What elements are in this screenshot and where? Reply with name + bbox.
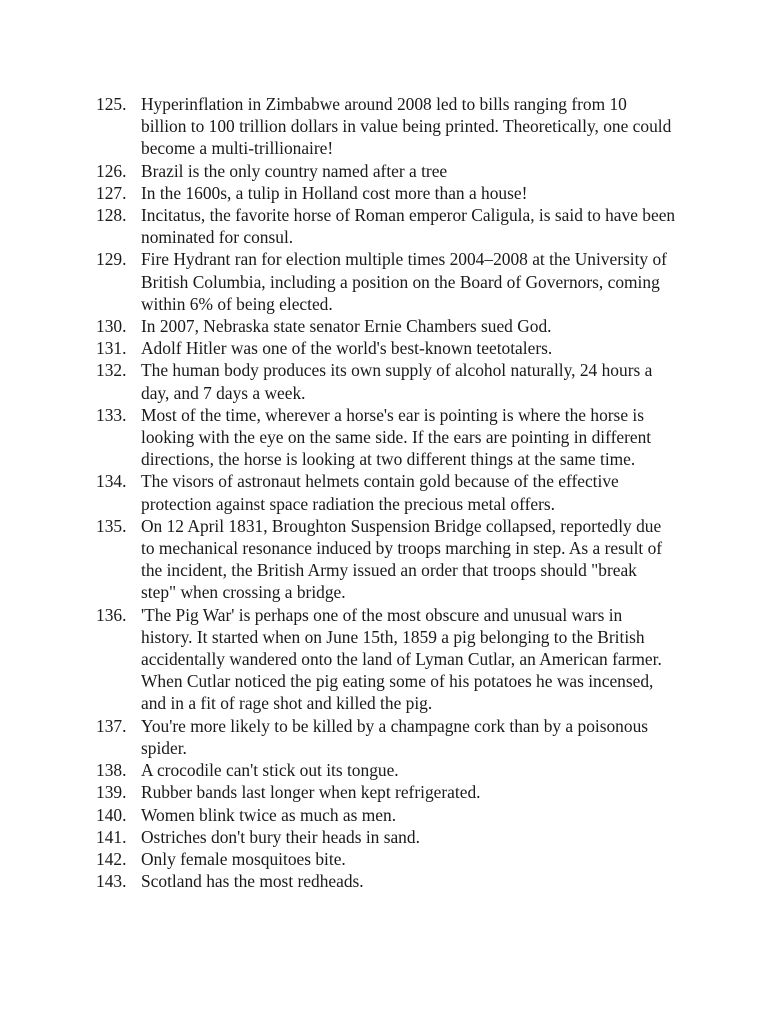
item-number: 133. — [96, 404, 127, 425]
list-item — [96, 182, 676, 204]
item-text: Brazil is the only country named after a tree — [141, 160, 448, 181]
list-item — [96, 404, 676, 471]
list-item — [96, 359, 676, 403]
list-item — [96, 337, 676, 359]
item-text: Incitatus, the favorite horse of Roman emperor Caligula, is said to have been nominated for consul. — [141, 205, 676, 248]
item-number: 136. — [96, 604, 127, 625]
item-number: 135. — [96, 515, 127, 536]
list-item — [96, 759, 676, 781]
list-item — [96, 515, 676, 604]
item-number: 132. — [96, 360, 127, 381]
item-text: The visors of astronaut helmets contain gold because of the effective protection against space radiation the precious metal offers. — [141, 471, 619, 514]
list-item — [96, 160, 676, 182]
item-text: Only female mosquitoes bite. — [141, 848, 346, 869]
item-number: 139. — [96, 782, 127, 803]
item-text: Rubber bands last longer when kept refrigerated. — [141, 782, 481, 803]
item-number: 140. — [96, 804, 127, 825]
item-text: Ostriches don't bury their heads in sand. — [141, 826, 420, 847]
facts-list — [96, 93, 676, 892]
list-item — [96, 826, 676, 848]
list-item — [96, 848, 676, 870]
item-text: Hyperinflation in Zimbabwe around 2008 led to bills ranging from 10 billion to 100 trillion dollars in value being printed. Theoretically, one could become a multi-trillionaire! — [141, 94, 672, 159]
item-number: 141. — [96, 826, 127, 847]
list-item — [96, 204, 676, 248]
item-text: Most of the time, wherever a horse's ear is pointing is where the horse is looking with the eye on the same side. If the ears are pointing in different directions, the horse is looking at two different things at the same time. — [141, 404, 652, 470]
item-number: 134. — [96, 471, 127, 492]
list-item — [96, 781, 676, 803]
list-item — [96, 804, 676, 826]
item-text: The human body produces its own supply of alcohol naturally, 24 hours a day, and 7 days a week. — [141, 360, 653, 403]
list-item — [96, 715, 676, 759]
item-text: You're more likely to be killed by a champagne cork than by a poisonous spider. — [141, 715, 649, 758]
item-text: A crocodile can't stick out its tongue. — [141, 760, 399, 781]
item-text: Fire Hydrant ran for election multiple times 2004–2008 at the University of British Columbia, including a position on the Board of Governors, coming within 6% of being elected. — [141, 249, 667, 314]
item-number: 138. — [96, 760, 127, 781]
item-text: 'The Pig War' is perhaps one of the most obscure and unusual wars in history. It started when on June 15th, 1859 a pig belonging to the British accidentally wandered onto the land of Lyman Cutlar, an American farmer. When Cutlar noticed the pig eating some of his potatoes he was incensed, and in a fit of rage shot and killed the pig. — [141, 604, 662, 714]
list-item — [96, 870, 676, 892]
list-item — [96, 248, 676, 315]
item-number: 130. — [96, 316, 127, 337]
item-number: 142. — [96, 848, 127, 869]
item-text: Scotland has the most redheads. — [141, 871, 364, 892]
list-item — [96, 93, 676, 160]
item-text: In 2007, Nebraska state senator Ernie Chambers sued God. — [141, 316, 552, 337]
list-item — [96, 470, 676, 514]
item-text: Women blink twice as much as men. — [141, 804, 397, 825]
item-text: On 12 April 1831, Broughton Suspension Bridge collapsed, reportedly due to mechanical resonance induced by troops marching in step. As a result of the incident, the British Army issued an order that troops should "break step" when crossing a bridge. — [141, 515, 663, 603]
item-number: 143. — [96, 871, 127, 892]
item-number: 125. — [96, 94, 127, 114]
item-number: 127. — [96, 182, 127, 203]
item-number: 129. — [96, 249, 127, 270]
item-number: 137. — [96, 715, 127, 736]
list-item — [96, 604, 676, 715]
item-number: 126. — [96, 160, 127, 181]
item-number: 131. — [96, 338, 127, 359]
item-text: Adolf Hitler was one of the world's best-known teetotalers. — [141, 338, 553, 359]
item-number: 128. — [96, 205, 127, 226]
list-item — [96, 315, 676, 337]
item-text: In the 1600s, a tulip in Holland cost more than a house! — [141, 182, 528, 203]
